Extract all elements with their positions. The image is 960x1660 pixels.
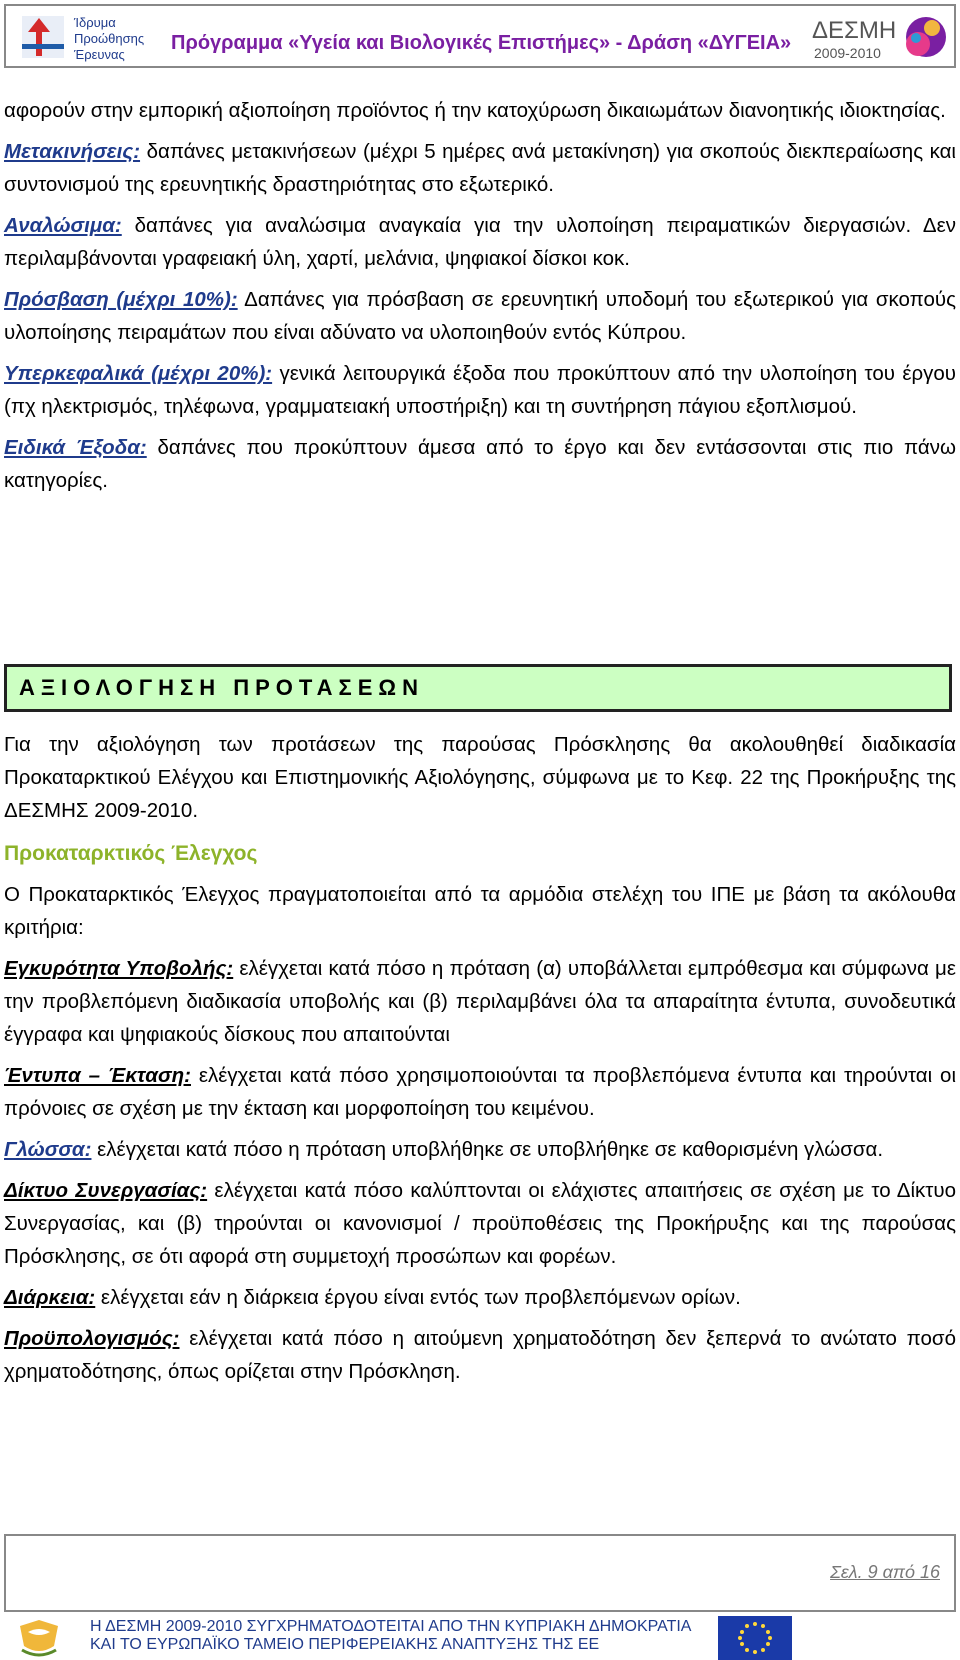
section-heading	[4, 664, 952, 712]
paragraph: Μετακινήσεις: δαπάνες μετακινήσεων (μέχρι 5 ημέρες ανά μετακίνηση) για σκοπούς διεκπεραίωσης και συντονισμού της ερευνητικής δραστηριότητας στο εξωτερικό.	[4, 140, 956, 196]
criterion: Γλώσσα: ελέγχεται κατά πόσο η πρόταση υποβλήθηκε σε υποβλήθηκε σε καθορισμένη γλώσσα.	[4, 1138, 884, 1161]
subheading: Προκαταρκτικός Έλεγχος	[4, 842, 258, 865]
page-header	[4, 4, 956, 68]
term-forms: Έντυπα – Έκταση:	[4, 1064, 191, 1087]
term-consumables: Αναλώσιμα:	[4, 214, 122, 237]
section-title: ΑΞΙΟΛΟΓΗΣΗ ΠΡΟΤΑΣΕΩΝ	[19, 675, 424, 700]
paragraph: Υπερκεφαλικά (μέχρι 20%): γενικά λειτουργικά έξοδα που προκύπτουν από την υλοποίηση του έργου (πχ ηλεκτρισμός, τηλέφωνα, γραμματειακή υποστήριξη) και τη συντήρηση πάγιου εξοπλισμού.	[4, 362, 956, 418]
paragraph: Πρόσβαση (μέχρι 10%): Δαπάνες για πρόσβαση σε ερευνητική υποδομή του εξωτερικού για σκοπούς υλοποίησης πειραμάτων που είναι αδύνατο να υλοποιηθούν εντός Κύπρου.	[4, 288, 956, 344]
document-body	[4, 94, 956, 505]
term-travel: Μετακινήσεις:	[4, 140, 141, 163]
paragraph: Ο Προκαταρκτικός Έλεγχος πραγματοποιείται από τα αρμόδια στελέχη του ΙΠΕ με βάση τα ακόλουθα κριτήρια:	[4, 883, 956, 939]
criterion: Διάρκεια: ελέγχεται εάν η διάρκεια έργου είναι εντός των προβλεπόμενων ορίων.	[4, 1286, 741, 1309]
term-access: Πρόσβαση (μέχρι 10%):	[4, 288, 238, 311]
footer-box	[4, 1534, 956, 1612]
paragraph: Ειδικά Έξοδα: δαπάνες που προκύπτουν άμεσα από το έργο και δεν εντάσσονται στις πιο πάνω κατηγορίες.	[4, 436, 956, 492]
criterion: Δίκτυο Συνεργασίας: ελέγχεται κατά πόσο καλύπτονται οι ελάχιστες απαιτήσεις σε σχέση με το Δίκτυο Συνεργασίας, και (β) τηρούνται οι κανονισμοί / προϋποθέσεις της Προκήρυξης και της παρούσας Πρόσκλησης, σε ότι αφορά στη συμμετοχή προσώπων και φορέων.	[4, 1179, 956, 1268]
paragraph: Αναλώσιμα: δαπάνες για αναλώσιμα αναγκαία για την υλοποίηση πειραματικών διεργασιών. Δεν περιλαμβάνονται γραφειακή ύλη, χαρτί, μελάνια, ψηφιακοί δίσκοι κοκ.	[4, 214, 956, 270]
logo-left-line2: Προώθησης	[74, 31, 145, 46]
ipe-logo	[18, 10, 168, 64]
desmi-logo	[808, 8, 948, 66]
header-title: Πρόγραμμα «Υγεία και Βιολογικές Επιστήμες» - Δράση «ΔΥΓΕΙΑ»	[171, 32, 792, 54]
logo-right-line2: 2009-2010	[814, 45, 881, 61]
criterion: Έντυπα – Έκταση: ελέγχεται κατά πόσο χρησιμοποιούνται τα προβλεπόμενα έντυπα και τηρούνται οι πρόνοιες σε σχέση με την έκταση και μορφοποίηση του κειμένου.	[4, 1064, 956, 1120]
paragraph: Για την αξιολόγηση των προτάσεων της παρούσας Πρόσκλησης θα ακολουθηθεί διαδικασία Προκαταρκτικού Ελέγχου και Επιστημονικής Αξιολόγησης, σύμφωνα με το Κεφ. 22 της Προκήρυξης της ΔΕΣΜΗΣ 2009-2010.	[4, 733, 956, 822]
logo-left-line1: Ίδρυμα	[74, 15, 116, 30]
term-validity: Εγκυρότητα Υποβολής:	[4, 957, 234, 980]
funding-line2: ΚΑΙ ΤΟ ΕΥΡΩΠΑΪΚΟ ΤΑΜΕΙΟ ΠΕΡΙΦΕΡΕΙΑΚΗΣ ΑΝΑΠΤΥΞΗΣ ΤΗΣ ΕΕ	[90, 1636, 600, 1653]
funding-text	[90, 1618, 691, 1654]
term-duration: Διάρκεια:	[4, 1286, 96, 1309]
section-body	[4, 728, 956, 1396]
logo-right-line1: ΔΕΣΜΗ	[812, 17, 897, 44]
funding-footer	[0, 1614, 960, 1660]
eu-flag-icon	[718, 1616, 792, 1660]
cyprus-emblem-icon	[14, 1616, 64, 1658]
criterion: Προϋπολογισμός: ελέγχεται κατά πόσο η αιτούμενη χρηματοδότηση δεν ξεπερνά το ανώτατο ποσό χρηματοδότησης, όπως ορίζεται στην Πρόσκληση.	[4, 1327, 956, 1383]
term-network: Δίκτυο Συνεργασίας:	[4, 1179, 208, 1202]
term-overheads: Υπερκεφαλικά (μέχρι 20%):	[4, 362, 273, 385]
funding-line1: Η ΔΕΣΜΗ 2009-2010 ΣΥΓΧΡΗΜΑΤΟΔΟΤΕΙΤΑΙ ΑΠΟ ΤΗΝ ΚΥΠΡΙΑΚΗ ΔΗΜΟΚΡΑΤΙΑ	[90, 1618, 692, 1635]
term-language: Γλώσσα:	[4, 1138, 92, 1161]
term-budget: Προϋπολογισμός:	[4, 1327, 180, 1350]
logo-left-line3: Έρευνας	[74, 47, 125, 62]
criterion: Εγκυρότητα Υποβολής: ελέγχεται κατά πόσο η πρόταση (α) υποβάλλεται εμπρόθεσμα και σύμφωνα με την προβλεπόμενη διαδικασία υποβολής και (β) περιλαμβάνει όλα τα απαραίτητα έντυπα, συνοδευτικά έγγραφα και ψηφιακούς δίσκους που απαιτούνται	[4, 957, 956, 1046]
term-special: Ειδικά Έξοδα:	[4, 436, 147, 459]
page-number: Σελ. 9 από 16	[830, 1562, 940, 1582]
paragraph: αφορούν στην εμπορική αξιοποίηση προϊόντος ή την κατοχύρωση δικαιωμάτων διανοητικής ιδιοκτησίας.	[4, 99, 946, 122]
